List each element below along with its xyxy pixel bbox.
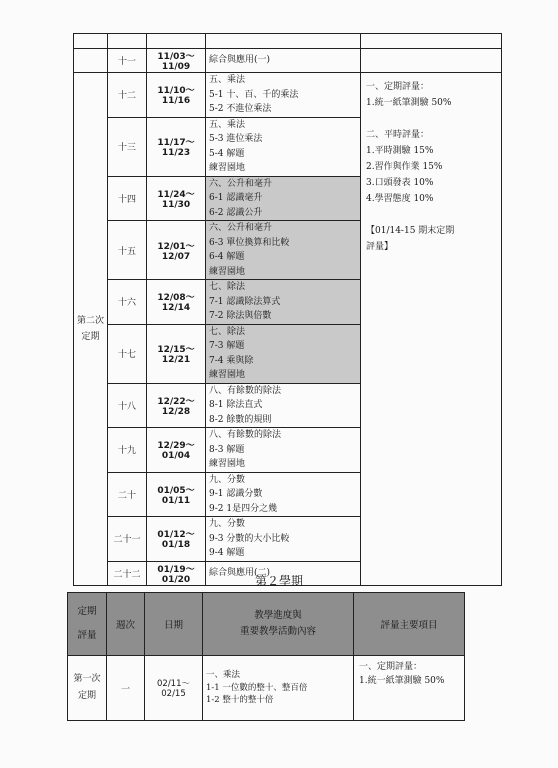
evaluation-line: 【01/14-15 期末定期 <box>366 226 455 236</box>
evaluation-line: 1.統一紙筆測驗 50% <box>359 676 445 686</box>
content-cell <box>206 176 361 221</box>
content-line: 八、有餘數的除法 <box>209 385 282 396</box>
date-cell: 11/10～11/16 <box>147 73 206 118</box>
content-line: 1-2 整十的整十倍 <box>206 695 274 706</box>
date-cell: 01/19～01/20 <box>147 561 206 585</box>
term2-date-cell: 02/11～02/15 <box>145 656 203 721</box>
content-line: 七、除法 <box>209 282 246 292</box>
evaluation-line <box>366 111 498 127</box>
evaluation-line: 二、平時評量： <box>366 130 430 140</box>
content-line: 7-3 解題 <box>209 341 245 351</box>
content-line: 九、分數 <box>209 474 246 485</box>
evaluation-line: 一、定期評量： <box>366 82 430 92</box>
content-cell <box>206 324 361 383</box>
date-cell: 12/29～01/04 <box>147 428 206 473</box>
content-line: 8-3 解題 <box>209 444 245 455</box>
content-cell <box>206 73 361 118</box>
week-cell: 十三 <box>108 117 147 176</box>
content-line: 六、公升和毫升 <box>209 178 273 189</box>
content-line: 1-1 一位數的整十、整百倍 <box>206 682 308 693</box>
content-line: 5-1 十、百、千的乘法 <box>209 89 299 100</box>
content-line: 綜合與應用(一) <box>209 55 271 66</box>
week-cell: 十二 <box>108 73 147 118</box>
term2-week-cell: 一 <box>107 656 145 721</box>
header-date: 日期 <box>145 593 203 656</box>
content-cell <box>206 472 361 517</box>
date-cell: 12/22～12/28 <box>147 383 206 428</box>
header-main-items: 評量主要項目 <box>354 593 465 656</box>
table-row <box>74 49 502 73</box>
evaluation-line: 一、定期評量： <box>359 662 423 672</box>
term1-phase-cell <box>74 49 108 73</box>
week-cell: 十九 <box>108 428 147 473</box>
content-line: 7-1 認識除法算式 <box>209 296 281 307</box>
term2-heading: 第２學期 <box>254 574 303 588</box>
week-cell: 二十 <box>108 472 147 517</box>
evaluation-line: 1.統一紙筆測驗 50% <box>366 98 452 108</box>
content-line: 6-2 認識公升 <box>209 207 263 218</box>
term1-schedule-table <box>73 33 502 586</box>
content-line: 6-3 單位換算和比較 <box>209 237 290 248</box>
date-cell: 01/12～01/18 <box>147 517 206 562</box>
content-cell <box>206 221 361 280</box>
week-cell: 二十一 <box>108 517 147 562</box>
content-line: 5-3 進位乘法 <box>209 134 263 144</box>
week-cell: 十五 <box>108 221 147 280</box>
content-line: 八、有餘數的除法 <box>209 430 282 440</box>
content-line: 練習園地 <box>209 370 246 380</box>
week-cell: 十六 <box>108 280 147 325</box>
term2-header-row <box>68 593 465 656</box>
content-line: 六、公升和毫升 <box>209 223 273 233</box>
content-line: 練習園地 <box>209 163 246 173</box>
content-line: 五、乘法 <box>209 119 246 130</box>
content-line: 6-4 解題 <box>209 252 245 262</box>
content-line: 9-1 認識分數 <box>209 489 263 499</box>
term2-schedule-table <box>67 592 465 721</box>
evaluation-line: 1.平時測驗 15% <box>366 146 434 156</box>
header-content: 教學進度與 重要教學活動內容 <box>203 593 354 656</box>
content-line: 綜合與應用(二) <box>209 567 271 578</box>
date-cell: 11/24～11/30 <box>147 176 206 221</box>
content-cell <box>206 517 361 562</box>
date-cell: 12/08～12/14 <box>147 280 206 325</box>
content-line: 8-1 除法直式 <box>209 400 263 410</box>
week-cell: 十一 <box>108 49 147 73</box>
evaluation-line: 4.學習態度 10% <box>366 194 434 204</box>
term2-main-items-cell <box>354 656 465 721</box>
content-line: 9-4 解題 <box>209 548 245 558</box>
term2-phase-cell: 第一次 定期 <box>68 656 107 721</box>
table-row <box>74 73 502 118</box>
content-line: 7-4 乘與除 <box>209 355 254 366</box>
evaluation-cell <box>361 73 502 586</box>
week-cell: 十七 <box>108 324 147 383</box>
table-top-gap <box>74 34 502 49</box>
date-cell: 01/05～01/11 <box>147 472 206 517</box>
content-cell <box>206 280 361 325</box>
date-cell: 11/17～11/23 <box>147 117 206 176</box>
content-cell <box>206 383 361 428</box>
content-line: 5-2 不進位乘法 <box>209 104 272 114</box>
header-week: 週次 <box>107 593 145 656</box>
content-cell <box>206 428 361 473</box>
content-cell <box>206 49 361 73</box>
content-cell <box>206 117 361 176</box>
content-line: 一、乘法 <box>206 670 241 681</box>
content-line: 九、分數 <box>209 519 246 529</box>
evaluation-line: 評量】 <box>366 242 394 252</box>
content-line: 7-2 除法與倍數 <box>209 311 272 321</box>
evaluation-line: 3.口頭發表 10% <box>366 178 434 188</box>
week-cell: 十八 <box>108 383 147 428</box>
date-cell: 12/15～12/21 <box>147 324 206 383</box>
content-line: 練習園地 <box>209 266 246 277</box>
date-cell: 12/01～12/07 <box>147 221 206 280</box>
date-cell: 11/03～11/09 <box>147 49 206 73</box>
evaluation-line: 2.習作與作業 15% <box>366 162 443 172</box>
content-line: 9-2 1是四分之幾 <box>209 503 278 514</box>
content-line: 七、除法 <box>209 326 246 337</box>
evaluation-line <box>366 207 498 223</box>
week-cell: 二十二 <box>108 561 147 585</box>
content-line: 9-3 分數的大小比較 <box>209 533 290 544</box>
header-eval: 定期 評量 <box>68 593 107 656</box>
content-line: 8-2 餘數的規則 <box>209 414 272 425</box>
week-cell: 十四 <box>108 176 147 221</box>
content-line: 6-1 認識毫升 <box>209 193 263 203</box>
content-line: 練習園地 <box>209 459 246 469</box>
term1-phase-cell: 第二次 定期 <box>74 73 108 586</box>
term2-content-cell <box>203 656 354 721</box>
content-line: 五、乘法 <box>209 75 246 85</box>
evaluation-cell <box>361 49 502 73</box>
content-line: 5-4 解題 <box>209 148 245 159</box>
term2-row <box>68 656 465 721</box>
